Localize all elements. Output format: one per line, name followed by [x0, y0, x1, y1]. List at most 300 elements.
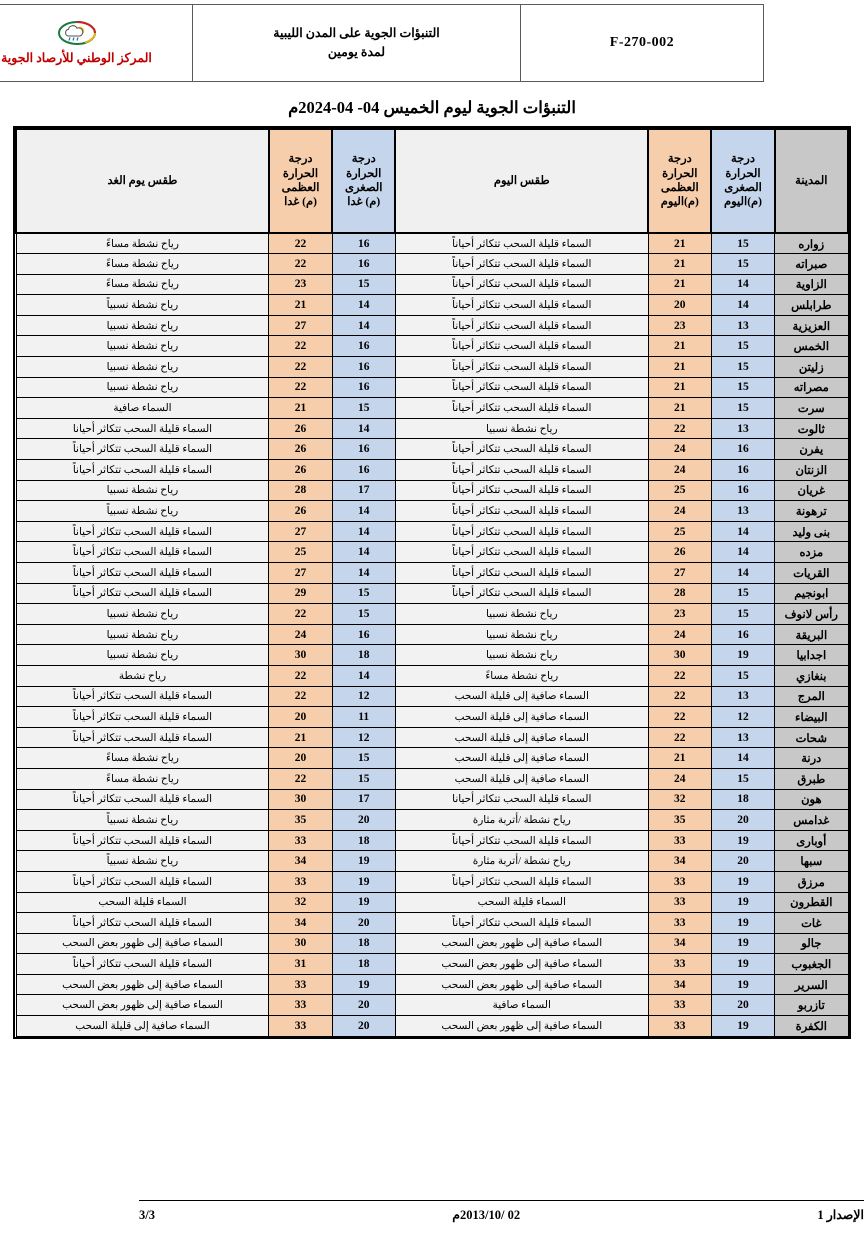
max-tomorrow-line3: العظمى [281, 182, 320, 194]
cell-max-temp-today: 22 [648, 418, 711, 439]
cell-weather-tomorrow: السماء قليلة السحب تتكاثر أحياناً [16, 954, 269, 975]
cell-min-temp-tomorrow: 16 [332, 439, 395, 460]
cell-max-temp-tomorrow: 22 [269, 377, 332, 398]
cell-min-temp-tomorrow: 17 [332, 789, 395, 810]
cell-weather-today: رياح نشطة نسبيا [395, 624, 648, 645]
cell-weather-tomorrow: السماء قليلة السحب تتكاثر أحياناً [16, 521, 269, 542]
cell-max-temp-tomorrow: 30 [269, 645, 332, 666]
cell-city: صبراته [775, 254, 848, 275]
cell-min-temp-today: 20 [711, 995, 774, 1016]
cell-max-temp-tomorrow: 33 [269, 830, 332, 851]
cell-max-temp-tomorrow: 33 [269, 1016, 332, 1037]
cell-min-temp-tomorrow: 16 [332, 357, 395, 378]
cell-max-temp-tomorrow: 33 [269, 995, 332, 1016]
table-row [16, 954, 848, 975]
cell-city: مصراته [775, 377, 848, 398]
cell-weather-tomorrow: السماء قليلة السحب تتكاثر أحياناً [16, 542, 269, 563]
cell-weather-tomorrow: السماء قليلة السحب تتكاثر أحياناً [16, 913, 269, 934]
cell-max-temp-today: 22 [648, 686, 711, 707]
max-tomorrow-line4: (م) غدا [284, 196, 317, 209]
min-tomorrow-line1: درجة [351, 153, 376, 166]
cell-max-temp-tomorrow: 20 [269, 707, 332, 728]
cell-max-temp-today: 34 [648, 933, 711, 954]
cell-min-temp-today: 19 [711, 871, 774, 892]
cell-min-temp-tomorrow: 20 [332, 995, 395, 1016]
table-row [16, 810, 848, 831]
cell-city: رأس لانوف [775, 604, 848, 625]
cell-city: أوبارى [775, 830, 848, 851]
cell-weather-today: السماء صافية إلى ظهور بعض السحب [395, 1016, 648, 1037]
cell-city: يفرن [775, 439, 848, 460]
cell-min-temp-today: 12 [711, 707, 774, 728]
cell-weather-tomorrow: رياح نشطة نسبياً [16, 295, 269, 316]
cell-min-temp-today: 15 [711, 254, 774, 275]
cell-city: اجدابيا [775, 645, 848, 666]
table-row [16, 974, 848, 995]
cell-max-temp-today: 28 [648, 583, 711, 604]
max-today-line3: العظمى [660, 182, 699, 194]
table-row [16, 871, 848, 892]
table-row [16, 789, 848, 810]
cell-min-temp-tomorrow: 18 [332, 645, 395, 666]
cell-min-temp-today: 15 [711, 357, 774, 378]
cell-max-temp-tomorrow: 24 [269, 624, 332, 645]
cell-min-temp-tomorrow: 18 [332, 830, 395, 851]
document-description-line1: التنبؤات الجوية على المدن الليبية [273, 26, 440, 41]
cell-min-temp-today: 13 [711, 501, 774, 522]
table-row [16, 686, 848, 707]
cell-weather-today: السماء قليلة السحب تتكاثر أحياناً [395, 542, 648, 563]
cell-weather-tomorrow: رياح نشطة نسبياً [16, 501, 269, 522]
cell-max-temp-today: 35 [648, 810, 711, 831]
cell-max-temp-tomorrow: 26 [269, 418, 332, 439]
cell-weather-today: السماء قليلة السحب تتكاثر أحياناً [395, 501, 648, 522]
cell-min-temp-tomorrow: 14 [332, 542, 395, 563]
cell-max-temp-today: 24 [648, 439, 711, 460]
cell-min-temp-tomorrow: 12 [332, 727, 395, 748]
cell-min-temp-today: 15 [711, 233, 774, 254]
table-row [16, 501, 848, 522]
cell-min-temp-tomorrow: 17 [332, 480, 395, 501]
cell-max-temp-today: 30 [648, 645, 711, 666]
cell-min-temp-tomorrow: 19 [332, 974, 395, 995]
cell-weather-tomorrow: السماء قليلة السحب تتكاثر أحياناً [16, 727, 269, 748]
cell-weather-tomorrow: السماء قليلة السحب تتكاثر أحياناً [16, 789, 269, 810]
min-today-line3: الصغرى [724, 182, 762, 194]
cell-weather-today: السماء قليلة السحب تتكاثر أحياناً [395, 521, 648, 542]
cell-max-temp-today: 24 [648, 460, 711, 481]
cell-weather-tomorrow: رياح نشطة مساءً [16, 254, 269, 275]
cell-weather-today: السماء قليلة السحب تتكاثر أحياناً [395, 357, 648, 378]
min-tomorrow-line2: الحرارة [346, 167, 382, 180]
cell-max-temp-today: 25 [648, 521, 711, 542]
cell-city: القريات [775, 563, 848, 584]
cell-min-temp-tomorrow: 14 [332, 665, 395, 686]
cell-min-temp-today: 15 [711, 768, 774, 789]
cell-max-temp-today: 33 [648, 1016, 711, 1037]
cell-weather-today: رياح نشطة نسبيا [395, 604, 648, 625]
cell-min-temp-today: 19 [711, 830, 774, 851]
page-title: التنبؤات الجوية ليوم الخميس 04- 04-2024م [288, 98, 576, 117]
cell-min-temp-today: 15 [711, 583, 774, 604]
cell-max-temp-today: 24 [648, 501, 711, 522]
cell-weather-tomorrow: رياح نشطة [16, 665, 269, 686]
table-row [16, 418, 848, 439]
cell-min-temp-tomorrow: 15 [332, 604, 395, 625]
forecast-table [15, 128, 849, 1037]
cell-max-temp-today: 20 [648, 295, 711, 316]
forecast-table-body [16, 233, 848, 1036]
cell-weather-tomorrow: السماء صافية [16, 398, 269, 419]
table-row [16, 295, 848, 316]
cell-min-temp-today: 13 [711, 686, 774, 707]
cell-city: تازربو [775, 995, 848, 1016]
cell-city: الزنتان [775, 460, 848, 481]
cell-max-temp-today: 24 [648, 624, 711, 645]
table-row [16, 604, 848, 625]
cell-city: مرزق [775, 871, 848, 892]
cell-city: المرج [775, 686, 848, 707]
cell-max-temp-tomorrow: 33 [269, 871, 332, 892]
cell-weather-today: رياح نشطة نسبيا [395, 418, 648, 439]
cell-min-temp-today: 20 [711, 851, 774, 872]
cell-max-temp-tomorrow: 26 [269, 460, 332, 481]
cell-weather-today: السماء قليلة السحب تتكاثر أحياناً [395, 913, 648, 934]
cell-city: جالو [775, 933, 848, 954]
footer-divider [139, 1200, 864, 1201]
max-tomorrow-line2: الحرارة [282, 167, 319, 180]
cell-max-temp-today: 24 [648, 768, 711, 789]
cell-weather-today: السماء صافية إلى ظهور بعض السحب [395, 933, 648, 954]
cell-weather-tomorrow: السماء قليلة السحب تتكاثر أحياناً [16, 439, 269, 460]
cell-weather-today: السماء قليلة السحب تتكاثر أحياناً [395, 233, 648, 254]
cell-min-temp-tomorrow: 19 [332, 892, 395, 913]
column-header-max-temp-today [648, 129, 711, 233]
cell-city: زليتن [775, 357, 848, 378]
cell-weather-today: السماء صافية إلى قليلة السحب [395, 748, 648, 769]
cell-max-temp-tomorrow: 22 [269, 604, 332, 625]
cell-max-temp-today: 32 [648, 789, 711, 810]
cell-city: ابونجيم [775, 583, 848, 604]
cell-min-temp-tomorrow: 15 [332, 398, 395, 419]
cell-max-temp-today: 27 [648, 563, 711, 584]
cell-min-temp-today: 14 [711, 563, 774, 584]
cell-max-temp-today: 34 [648, 851, 711, 872]
table-row [16, 542, 848, 563]
max-today-line2: الحرارة [662, 167, 698, 180]
table-row [16, 233, 848, 254]
cell-weather-tomorrow: السماء قليلة السحب [16, 892, 269, 913]
table-row [16, 336, 848, 357]
cell-weather-today: السماء قليلة السحب تتكاثر أحياناً [395, 480, 648, 501]
cell-max-temp-tomorrow: 26 [269, 439, 332, 460]
table-row [16, 830, 848, 851]
column-header-weather-tomorrow: طقس يوم الغد [16, 129, 269, 233]
cell-weather-tomorrow: السماء قليلة السحب تتكاثر أحياناً [16, 563, 269, 584]
cell-weather-tomorrow: السماء قليلة السحب تتكاثر أحياناً [16, 460, 269, 481]
min-tomorrow-line3: الصغرى [344, 182, 383, 194]
cell-max-temp-tomorrow: 34 [269, 913, 332, 934]
cell-max-temp-tomorrow: 34 [269, 851, 332, 872]
table-row [16, 892, 848, 913]
cell-weather-today: السماء قليلة السحب تتكاثر أحياناً [395, 439, 648, 460]
column-header-weather-today: طقس اليوم [395, 129, 648, 233]
table-row [16, 357, 848, 378]
cell-weather-tomorrow: رياح نشطة مساءً [16, 274, 269, 295]
forecast-header-row [16, 129, 848, 233]
cell-min-temp-tomorrow: 16 [332, 336, 395, 357]
cell-max-temp-today: 21 [648, 274, 711, 295]
table-row [16, 768, 848, 789]
cell-max-temp-tomorrow: 26 [269, 501, 332, 522]
cell-weather-today: السماء صافية إلى ظهور بعض السحب [395, 954, 648, 975]
cell-max-temp-today: 34 [648, 974, 711, 995]
organization-name: المركز الوطني للأرصاد الجوية [1, 51, 152, 65]
cell-weather-tomorrow: رياح نشطة مساءً [16, 748, 269, 769]
cell-weather-tomorrow: رياح نشطة نسبيا [16, 377, 269, 398]
cell-max-temp-tomorrow: 20 [269, 748, 332, 769]
cell-max-temp-today: 33 [648, 954, 711, 975]
footer-issue: الإصدار 1 [817, 1208, 864, 1222]
max-today-line1: درجة [667, 153, 692, 166]
cell-weather-today: السماء قليلة السحب تتكاثر أحياناً [395, 336, 648, 357]
footer-page-number: 3/3 [139, 1207, 155, 1222]
cell-weather-tomorrow: السماء صافية إلى ظهور بعض السحب [16, 974, 269, 995]
cell-city: السرير [775, 974, 848, 995]
cell-weather-today: السماء قليلة السحب تتكاثر أحياناً [395, 254, 648, 275]
min-tomorrow-line4: (م) غدا [347, 196, 381, 209]
cell-min-temp-today: 18 [711, 789, 774, 810]
table-row [16, 398, 848, 419]
cell-max-temp-tomorrow: 21 [269, 295, 332, 316]
cell-min-temp-tomorrow: 14 [332, 418, 395, 439]
cell-weather-today: السماء قليلة السحب تتكاثر أحياناً [395, 315, 648, 336]
cell-city: سبها [775, 851, 848, 872]
table-row [16, 480, 848, 501]
cell-min-temp-tomorrow: 15 [332, 748, 395, 769]
cell-city: الكفرة [775, 1016, 848, 1037]
cell-weather-tomorrow: السماء صافية إلى قليلة السحب [16, 1016, 269, 1037]
cell-max-temp-tomorrow: 30 [269, 789, 332, 810]
cell-max-temp-today: 23 [648, 604, 711, 625]
cell-max-temp-tomorrow: 27 [269, 563, 332, 584]
max-tomorrow-line1: درجة [288, 153, 313, 166]
cell-weather-today: رياح نشطة /أتربة مثارة [395, 851, 648, 872]
cell-max-temp-tomorrow: 22 [269, 686, 332, 707]
cell-city: طبرق [775, 768, 848, 789]
cell-min-temp-tomorrow: 14 [332, 315, 395, 336]
cell-city: بنى وليد [775, 521, 848, 542]
cell-max-temp-today: 25 [648, 480, 711, 501]
cell-min-temp-today: 16 [711, 624, 774, 645]
cell-weather-tomorrow: رياح نشطة نسبياً [16, 810, 269, 831]
cell-min-temp-today: 19 [711, 933, 774, 954]
cell-city: زواره [775, 233, 848, 254]
document-header-table [0, 4, 764, 82]
table-row [16, 665, 848, 686]
cell-min-temp-tomorrow: 16 [332, 624, 395, 645]
cell-min-temp-today: 15 [711, 398, 774, 419]
cell-weather-today: السماء صافية إلى ظهور بعض السحب [395, 974, 648, 995]
cell-min-temp-tomorrow: 14 [332, 295, 395, 316]
cell-max-temp-today: 21 [648, 398, 711, 419]
cell-max-temp-today: 33 [648, 892, 711, 913]
document-description-line2: لمدة يومين [327, 45, 386, 59]
cell-weather-tomorrow: رياح نشطة نسبيا [16, 604, 269, 625]
cell-min-temp-today: 19 [711, 645, 774, 666]
cell-city: الجغبوب [775, 954, 848, 975]
cell-max-temp-tomorrow: 22 [269, 233, 332, 254]
cell-weather-today: السماء صافية إلى قليلة السحب [395, 727, 648, 748]
cell-max-temp-tomorrow: 22 [269, 336, 332, 357]
cell-min-temp-tomorrow: 20 [332, 1016, 395, 1037]
cell-min-temp-tomorrow: 16 [332, 460, 395, 481]
footer-date: 02 /2013/10م [452, 1208, 521, 1222]
cell-weather-tomorrow: السماء قليلة السحب تتكاثر أحياناً [16, 583, 269, 604]
cell-max-temp-tomorrow: 29 [269, 583, 332, 604]
document-header-row [0, 5, 764, 82]
table-row [16, 995, 848, 1016]
cell-max-temp-tomorrow: 27 [269, 315, 332, 336]
cell-min-temp-tomorrow: 15 [332, 583, 395, 604]
table-row [16, 274, 848, 295]
column-header-city: المدينة [775, 129, 848, 233]
cell-weather-today: السماء قليلة السحب تتكاثر أحياناً [395, 583, 648, 604]
column-header-max-temp-tomorrow [269, 129, 332, 233]
cell-min-temp-today: 19 [711, 1016, 774, 1037]
column-header-min-temp-tomorrow [332, 129, 395, 233]
min-today-line2: الحرارة [725, 167, 761, 180]
cell-min-temp-today: 14 [711, 542, 774, 563]
cell-max-temp-today: 33 [648, 830, 711, 851]
table-row [16, 707, 848, 728]
cell-weather-today: السماء قليلة السحب تتكاثر أحياناً [395, 377, 648, 398]
cell-city: العزيزية [775, 315, 848, 336]
cell-weather-tomorrow: السماء قليلة السحب تتكاثر أحيانا [16, 418, 269, 439]
cell-weather-today: السماء صافية إلى قليلة السحب [395, 686, 648, 707]
cell-weather-tomorrow: رياح نشطة نسبيا [16, 357, 269, 378]
cell-max-temp-tomorrow: 21 [269, 398, 332, 419]
cell-min-temp-tomorrow: 16 [332, 233, 395, 254]
table-row [16, 439, 848, 460]
cell-max-temp-tomorrow: 28 [269, 480, 332, 501]
cell-min-temp-today: 20 [711, 810, 774, 831]
cell-max-temp-tomorrow: 25 [269, 542, 332, 563]
cell-weather-tomorrow: السماء قليلة السحب تتكاثر أحياناً [16, 707, 269, 728]
cell-min-temp-today: 14 [711, 295, 774, 316]
cell-weather-tomorrow: رياح نشطة نسبيا [16, 480, 269, 501]
cell-weather-tomorrow: رياح نشطة نسبياً [16, 851, 269, 872]
cell-min-temp-today: 14 [711, 274, 774, 295]
cell-max-temp-today: 21 [648, 357, 711, 378]
cell-max-temp-today: 33 [648, 913, 711, 934]
table-row [16, 933, 848, 954]
cell-weather-tomorrow: رياح نشطة مساءً [16, 768, 269, 789]
cell-weather-tomorrow: رياح نشطة مساءً [16, 233, 269, 254]
cell-max-temp-tomorrow: 35 [269, 810, 332, 831]
table-row [16, 645, 848, 666]
cell-min-temp-today: 15 [711, 377, 774, 398]
cell-max-temp-today: 21 [648, 254, 711, 275]
cell-min-temp-today: 15 [711, 665, 774, 686]
cell-max-temp-today: 21 [648, 748, 711, 769]
cell-weather-today: السماء قليلة السحب تتكاثر أحياناً [395, 871, 648, 892]
cell-weather-today: السماء قليلة السحب تتكاثر أحياناً [395, 460, 648, 481]
cell-min-temp-today: 14 [711, 521, 774, 542]
cell-weather-today: السماء قليلة السحب تتكاثر أحياناً [395, 830, 648, 851]
cell-city: ترهونة [775, 501, 848, 522]
cell-min-temp-tomorrow: 18 [332, 954, 395, 975]
cell-weather-tomorrow: السماء قليلة السحب تتكاثر أحياناً [16, 830, 269, 851]
cell-weather-tomorrow: السماء صافية إلى ظهور بعض السحب [16, 995, 269, 1016]
max-today-line4: (م)اليوم [660, 196, 699, 209]
cell-weather-tomorrow: رياح نشطة نسبيا [16, 624, 269, 645]
forecast-table-container [13, 126, 851, 1039]
table-row [16, 377, 848, 398]
cell-min-temp-tomorrow: 14 [332, 521, 395, 542]
cell-weather-tomorrow: رياح نشطة نسبيا [16, 336, 269, 357]
cell-max-temp-today: 21 [648, 336, 711, 357]
cell-min-temp-today: 16 [711, 460, 774, 481]
cell-min-temp-tomorrow: 20 [332, 913, 395, 934]
forecast-table-head [16, 129, 848, 233]
cell-city: الخمس [775, 336, 848, 357]
cell-max-temp-today: 21 [648, 233, 711, 254]
cell-city: ثالوت [775, 418, 848, 439]
cell-max-temp-tomorrow: 22 [269, 357, 332, 378]
cell-city: بنغازي [775, 665, 848, 686]
cell-min-temp-tomorrow: 18 [332, 933, 395, 954]
cell-min-temp-tomorrow: 16 [332, 254, 395, 275]
cell-min-temp-today: 19 [711, 892, 774, 913]
min-today-line1: درجة [731, 153, 755, 166]
cell-min-temp-today: 19 [711, 974, 774, 995]
cell-max-temp-today: 23 [648, 315, 711, 336]
cell-weather-today: رياح نشطة مساءً [395, 665, 648, 686]
table-row [16, 460, 848, 481]
cell-min-temp-tomorrow: 11 [332, 707, 395, 728]
column-header-min-temp-today [711, 129, 774, 233]
cell-max-temp-tomorrow: 32 [269, 892, 332, 913]
cell-max-temp-today: 22 [648, 727, 711, 748]
cell-max-temp-tomorrow: 22 [269, 665, 332, 686]
cell-min-temp-today: 19 [711, 954, 774, 975]
cell-max-temp-today: 22 [648, 665, 711, 686]
cell-min-temp-today: 13 [711, 727, 774, 748]
cell-city: البيضاء [775, 707, 848, 728]
cell-max-temp-today: 21 [648, 377, 711, 398]
cell-city: غريان [775, 480, 848, 501]
cell-min-temp-today: 13 [711, 418, 774, 439]
cell-min-temp-tomorrow: 20 [332, 810, 395, 831]
cell-weather-tomorrow: رياح نشطة نسبيا [16, 315, 269, 336]
cell-weather-today: السماء قليلة السحب تتكاثر أحياناً [395, 274, 648, 295]
table-row [16, 583, 848, 604]
cell-city: البريقة [775, 624, 848, 645]
form-code-cell: F-270-002 [521, 5, 764, 82]
table-row [16, 913, 848, 934]
cell-weather-today: السماء صافية إلى قليلة السحب [395, 768, 648, 789]
cell-city: هون [775, 789, 848, 810]
cell-max-temp-tomorrow: 21 [269, 727, 332, 748]
cell-city: سرت [775, 398, 848, 419]
cell-min-temp-tomorrow: 19 [332, 851, 395, 872]
cell-max-temp-tomorrow: 23 [269, 274, 332, 295]
cell-weather-today: رياح نشطة /أتربة مثارة [395, 810, 648, 831]
cell-min-temp-today: 16 [711, 439, 774, 460]
cell-max-temp-tomorrow: 27 [269, 521, 332, 542]
cell-min-temp-tomorrow: 14 [332, 501, 395, 522]
